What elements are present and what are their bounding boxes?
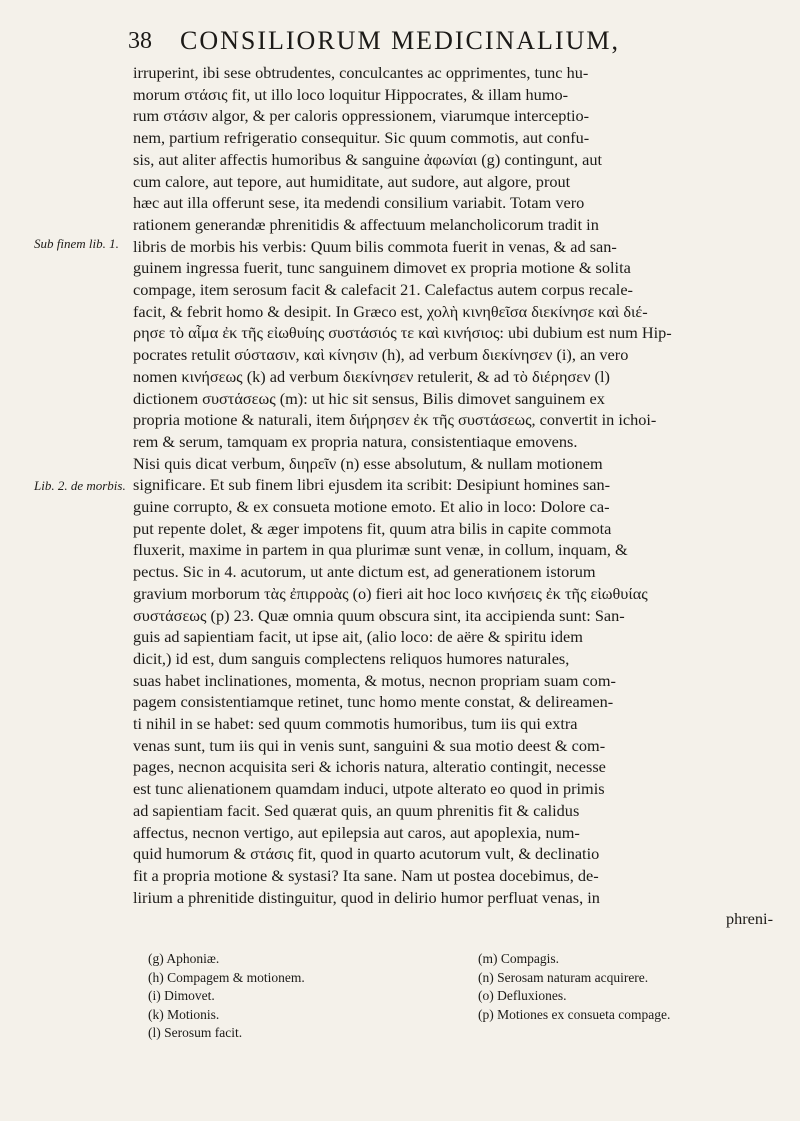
text-line: pages, necnon acquisita seri & ichoris natura, alteratio contingit, necesse [133,757,606,777]
text-line: gravium morborum τὰς ἐπιρροὰς (o) fieri ait hoc loco κινήσεις ἐκ τῆς εἰωθυίας [133,583,648,603]
text-line: affectus, necnon vertigo, aut epilepsia aut caros, aut apoplexia, num- [133,822,580,842]
text-line: fit a propria motione & systasi? Ita sane. Nam ut postea docebimus, de- [133,865,599,885]
footnote-item: (g) Aphoniæ. [148,951,220,966]
footnote-item: (i) Dimovet. [148,988,215,1003]
text-line: venas sunt, tum iis qui in venis sunt, sanguini & sua motio deest & com- [133,735,606,755]
page-number: 38 [128,28,152,54]
text-line: rem & serum, tamquam ex propria natura, consistentiaque emovens. [133,431,578,451]
running-head: CONSILIORUM MEDICINALIUM, [180,26,620,55]
text-line: συστάσεως (p) 23. Quæ omnia quum obscura sint, ita accipienda sunt: San- [133,605,625,625]
text-line: irruperint, ibi sese obtrudentes, conculcantes ac opprimentes, tunc hu- [133,63,589,82]
footnote-item: (l) Serosum facit. [148,1025,243,1040]
text-line: Nisi quis dicat verbum, διηρεῖν (n) esse absolutum, & nullam motionem [133,453,603,473]
text-line: facit, & febrit homo & desipit. In Græco est, χολὴ κινηθεῖσα διεκίνησε καὶ διέ- [133,301,648,321]
margin-note-lib-2: Lib. 2. de morbis. [34,478,126,493]
text-line: quid humorum & στάσις fit, quod in quarto acutorum vult, & declinatio [133,844,600,864]
text-line: guine corrupto, & ex consueta motione emoto. Et alio in loco: Dolore ca- [133,497,610,516]
page-header [120,24,740,58]
footnote-item: (o) Defluxiones. [478,988,567,1003]
text-line: propria motione & naturali, item διήρησεν ἐκ τῆς συστάσεως, convertit in ichoi- [133,410,657,430]
text-line: morum στάσις fit, ut illo loco loquitur Hippocrates, & illam humo- [133,84,569,104]
text-line: rationem generandæ phrenitidis & affectuum melancholicorum tradit in [133,214,599,234]
footnote-item: (p) Motiones ex consueta compage. [478,1006,671,1022]
text-line: compage, item serosum facit & calefacit 21. Calefactus autem corpus recale- [133,280,633,299]
margin-note-sub-finem: Sub finem lib. 1. [34,236,119,251]
text-line: nomen κινήσεως (k) ad verbum διεκίνησεν retulerit, & ad τὸ διέρησεν (l) [133,366,610,386]
text-line: lirium a phrenitide distinguitur, quod in delirio humor perfluat venas, in [133,887,600,907]
text-line: guinem ingressa fuerit, tunc sanguinem dimovet ex propria motione & solita [133,258,631,278]
text-line: pagem consistentiamque retinet, tunc homo mente constat, & delireamen- [133,692,614,712]
text-line: ti nihil in se habet: sed quum commotis humoribus, tum iis qui extra [133,714,578,733]
text-line: phreni- [725,909,773,929]
text-line: sis, aut aliter affectis humoribus & sanguine ἀφωνίαι (g) contingunt, aut [133,149,602,169]
text-line: pectus. Sic in 4. acutorum, ut ante dictum est, ad generationem istorum [133,562,596,582]
footnotes-left [148,950,305,1043]
footnote-item: (h) Compagem & motionem. [148,969,305,985]
text-line: suas habet inclinationes, momenta, & motus, necnon propriam suam com- [133,670,616,690]
text-line: hæc aut illa offerunt sese, ita medendi consilium variabit. Totam vero [133,193,585,213]
text-line: pocrates retulit σύστασιν, καὶ κίνησιν (h), ad verbum διεκίνησεν (i), an vero [133,345,629,365]
text-line: guis ad sapientiam facit, ut ipse ait, (alio loco: de aëre & spiritu idem [133,627,583,647]
footnote-item: (k) Motionis. [148,1006,220,1022]
text-line: significare. Et sub finem libri ejusdem ita scribit: Desipiunt homines san- [133,475,611,495]
text-line: nem, partium refrigeratio consequitur. Sic quum commotis, aut confu- [133,128,590,148]
footnote-item: (n) Serosam naturam acquirere. [478,969,649,985]
text-line: fluxerit, maxime in partem in qua plurimæ sunt venæ, in collum, inquam, & [133,540,628,560]
text-line: dictionem συστάσεως (m): ut hic sit sensus, Bilis dimovet sanguinem ex [133,388,605,408]
footnotes-right [478,950,670,1024]
text-line: put repente dolet, & æger impotens fit, quum atra bilis in capite commota [133,518,612,538]
footnote-item: (m) Compagis. [478,951,559,966]
text-line: ad sapientiam facit. Sed quærat quis, an quum phrenitis fit & calidus [133,800,580,820]
text-line: dicit,) id est, dum sanguis complectens reliquos humores naturales, [133,648,570,668]
text-line: cum calore, aut tepore, aut humiditate, aut sudore, aut algore, prout [133,171,571,191]
text-line: ρησε τὸ αἷμα ἐκ τῆς εἰωθυίης συστάσιός τε καὶ κινήσιος: ubi dubium est num Hip- [133,323,672,343]
text-line: rum στάσιν algor, & per caloris oppressionem, viarumque interceptio- [133,106,590,126]
text-line: est tunc alienationem quamdam induci, utpote alterato eo quod in primis [133,779,605,799]
text-line: libris de morbis his verbis: Quum bilis commota fuerit in venas, & ad san- [133,236,617,256]
